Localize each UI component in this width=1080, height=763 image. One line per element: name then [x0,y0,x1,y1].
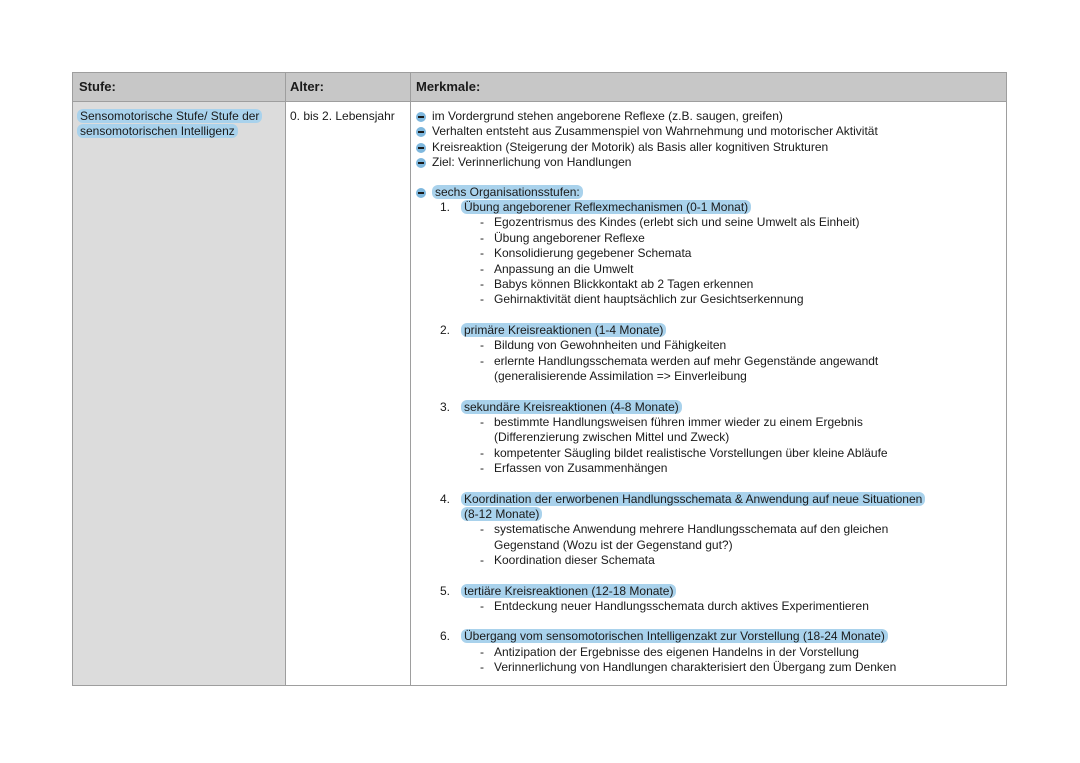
bullet-icon [416,188,426,198]
merkmale-cell [415,109,1003,676]
list-item: - erlernte Handlungsschemata werden auf mehr Gegenstände angewandt [480,353,879,368]
list-item: - systematische Anwendung mehrere Handlungsschemata auf den gleichen [480,522,889,537]
bullet-icon [416,127,426,137]
header-merkmale: Merkmale: [416,79,481,94]
list-item: - Anpassung an die Umwelt [480,261,634,276]
list-item-continuation: (generalisierende Assimilation => Einverleibung [494,369,747,384]
stage-title-continuation: (8-12 Monate) [415,507,1003,522]
stage-cell [77,109,262,139]
stage-title: 2. primäre Kreisreaktionen (1-4 Monate) [415,323,1003,338]
list-item: - Antizipation der Ergebnisse des eigenen Handelns in der Vorstellung [480,644,859,659]
header-stufe: Stufe: [79,79,116,94]
age-cell: 0. bis 2. Lebensjahr [290,109,395,123]
list-item: - Koordination dieser Schemata [480,553,655,568]
stage-name-line2: sensomotorischen Intelligenz [77,124,238,138]
bullet-icon [416,143,426,153]
list-item: - Egozentrismus des Kindes (erlebt sich und seine Umwelt als Einheit) [480,215,860,230]
list-item-continuation: (Differenzierung zwischen Mittel und Zweck) [494,430,730,445]
bullet-icon [416,158,426,168]
list-item: - Bildung von Gewohnheiten und Fähigkeiten [480,338,727,353]
list-item: Verhalten entsteht aus Zusammenspiel von Wahrnehmung und motorischer Aktivität [415,124,1003,139]
stage-title: 3. sekundäre Kreisreaktionen (4-8 Monate) [415,400,1003,415]
list-item: - Erfassen von Zusammenhängen [480,461,668,476]
list-item: - bestimmte Handlungsweisen führen immer wieder zu einem Ergebnis [480,414,863,429]
list-item: - Gehirnaktivität dient hauptsächlich zur Gesichtserkennung [480,292,804,307]
list-item: - Babys können Blickkontakt ab 2 Tagen erkennen [480,277,754,292]
bullet-icon [416,112,426,122]
list-item: - Konsolidierung gegebener Schemata [480,246,692,261]
list-item: - Verinnerlichung von Handlungen charakterisiert den Übergang zum Denken [480,660,897,675]
column-divider [285,73,286,685]
stage-table [72,72,1007,686]
list-item: - Entdeckung neuer Handlungsschemata durch aktives Experimentieren [480,598,869,613]
org-heading: sechs Organisationsstufen: [415,185,1003,200]
list-item: - Übung angeborener Reflexe [480,230,645,245]
stage-name-line1: Sensomotorische Stufe/ Stufe der [77,109,262,123]
stage-title: 4. Koordination der erworbenen Handlungsschemata & Anwendung auf neue Situationen [415,492,1003,507]
stufe-column [73,102,286,685]
column-divider [410,73,411,685]
list-item-continuation: Gegenstand (Wozu ist der Gegenstand gut?) [494,537,733,552]
stage-title: 1. Übung angeborener Reflexmechanismen (0-1 Monat) [415,200,1003,215]
table-header-row [73,73,1006,102]
stage-title: 6. Übergang vom sensomotorischen Intelligenzakt zur Vorstellung (18-24 Monate) [415,629,1003,644]
list-item: im Vordergrund stehen angeborene Reflexe (z.B. saugen, greifen) [415,109,1003,124]
list-item: Ziel: Verinnerlichung von Handlungen [415,155,1003,170]
list-item: Kreisreaktion (Steigerung der Motorik) als Basis aller kognitiven Strukturen [415,140,1003,155]
stage-title: 5. tertiäre Kreisreaktionen (12-18 Monate) [415,584,1003,599]
header-alter: Alter: [290,79,324,94]
list-item: - kompetenter Säugling bildet realistische Vorstellungen über kleine Abläufe [480,445,888,460]
